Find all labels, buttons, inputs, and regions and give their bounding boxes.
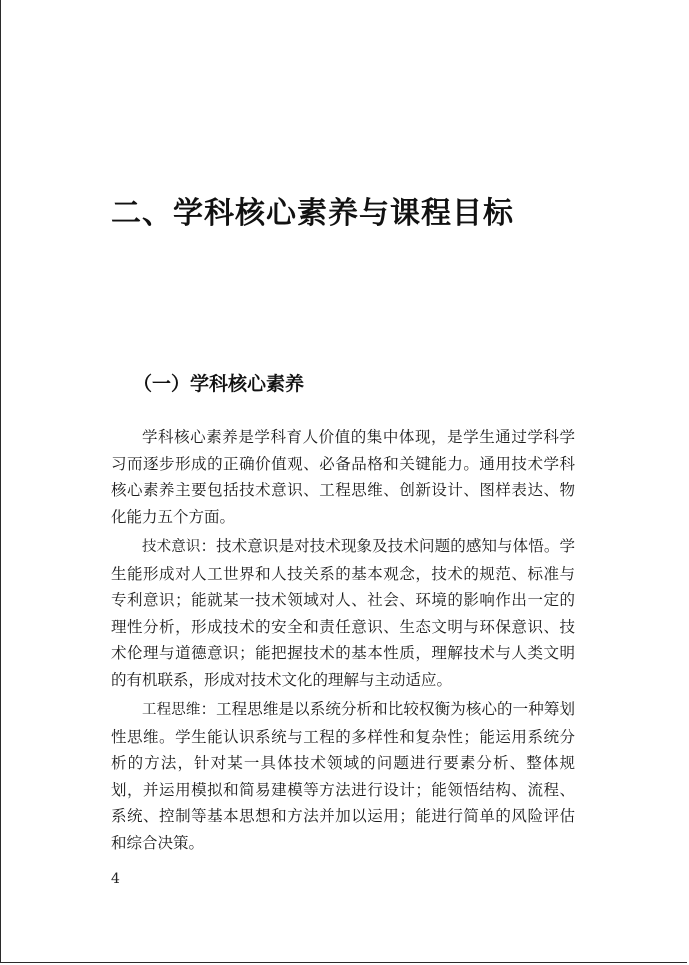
paragraph-technical-awareness [111, 533, 575, 693]
chapter-title: 二、学科核心素养与课程目标 [111, 196, 514, 231]
paragraph-technical-awareness-text: ：技术意识是对技术现象及技术问题的感知与体悟。学生能形成对人工世界和人技关系的基本观念，技术的规范、标准与专利意识；能就某一技术领域对人、社会、环境的影响作出一定的理性分析，形成技术的安全和责任意识、生态文明与环保意识、技术伦理与道德意识；能把握技术的基本性质，理解技术与人类文明的有机联系，形成对技术文化的理解与主动适应。 [111, 537, 575, 689]
body-text [111, 424, 575, 859]
page-number: 4 [111, 871, 120, 887]
paragraph-engineering-thinking [111, 696, 575, 856]
term-engineering-thinking: 工程思维 [142, 702, 201, 718]
term-technical-awareness: 技术意识 [142, 539, 201, 555]
paragraph-intro-text: 学科核心素养是学科育人价值的集中体现，是学生通过学科学习而逐步形成的正确价值观、必备品格和关键能力。通用技术学科核心素养主要包括技术意识、工程思维、创新设计、图样表达、物化能力五个方面。 [111, 428, 575, 526]
paragraph-intro [111, 424, 575, 530]
paragraph-engineering-thinking-text: ：工程思维是以系统分析和比较权衡为核心的一种筹划性思维。学生能认识系统与工程的多样性和复杂性；能运用系统分析的方法，针对某一具体技术领域的问题进行要素分析、整体规划，并运用模拟和简易建模等方法进行设计；能领悟结构、流程、系统、控制等基本思想和方法并加以运用；能进行简单的风险评估和综合决策。 [111, 700, 575, 852]
section-title: （一）学科核心素养 [133, 373, 305, 395]
